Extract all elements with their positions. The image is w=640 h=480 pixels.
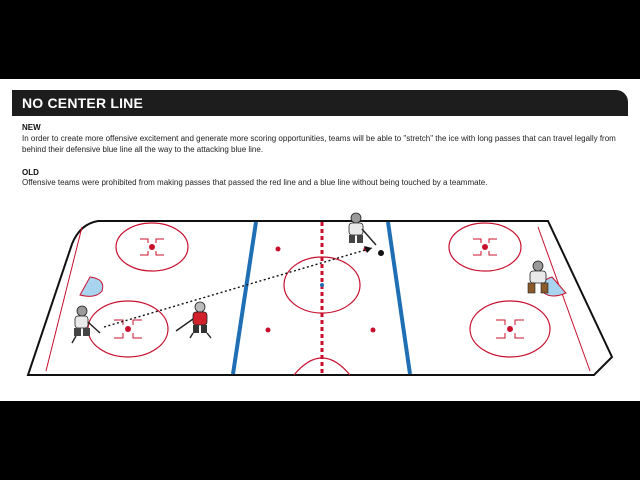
page-title: NO CENTER LINE [22,95,144,111]
neutral-dot-br [371,328,376,333]
hockey-rink-diagram [0,79,640,401]
neutral-dot-tl [276,247,281,252]
puck-icon [378,250,384,256]
old-heading: OLD [22,168,39,177]
old-description: Offensive teams were prohibited from making passes that passed the red line and a blue line without being touched by a teammate. [22,178,488,187]
new-description: In order to create more offensive excitement and generate more scoring opportunities, teams will be able to "stretch" the ice with long passes that can travel legally from behind their defensive blue line all the way to the attacking blue line. [22,134,616,154]
center-faceoff-dot [320,283,324,287]
rink-boards [28,221,612,375]
new-heading: NEW [22,123,41,132]
neutral-dot-bl [266,328,271,333]
diagram-card [0,79,640,401]
